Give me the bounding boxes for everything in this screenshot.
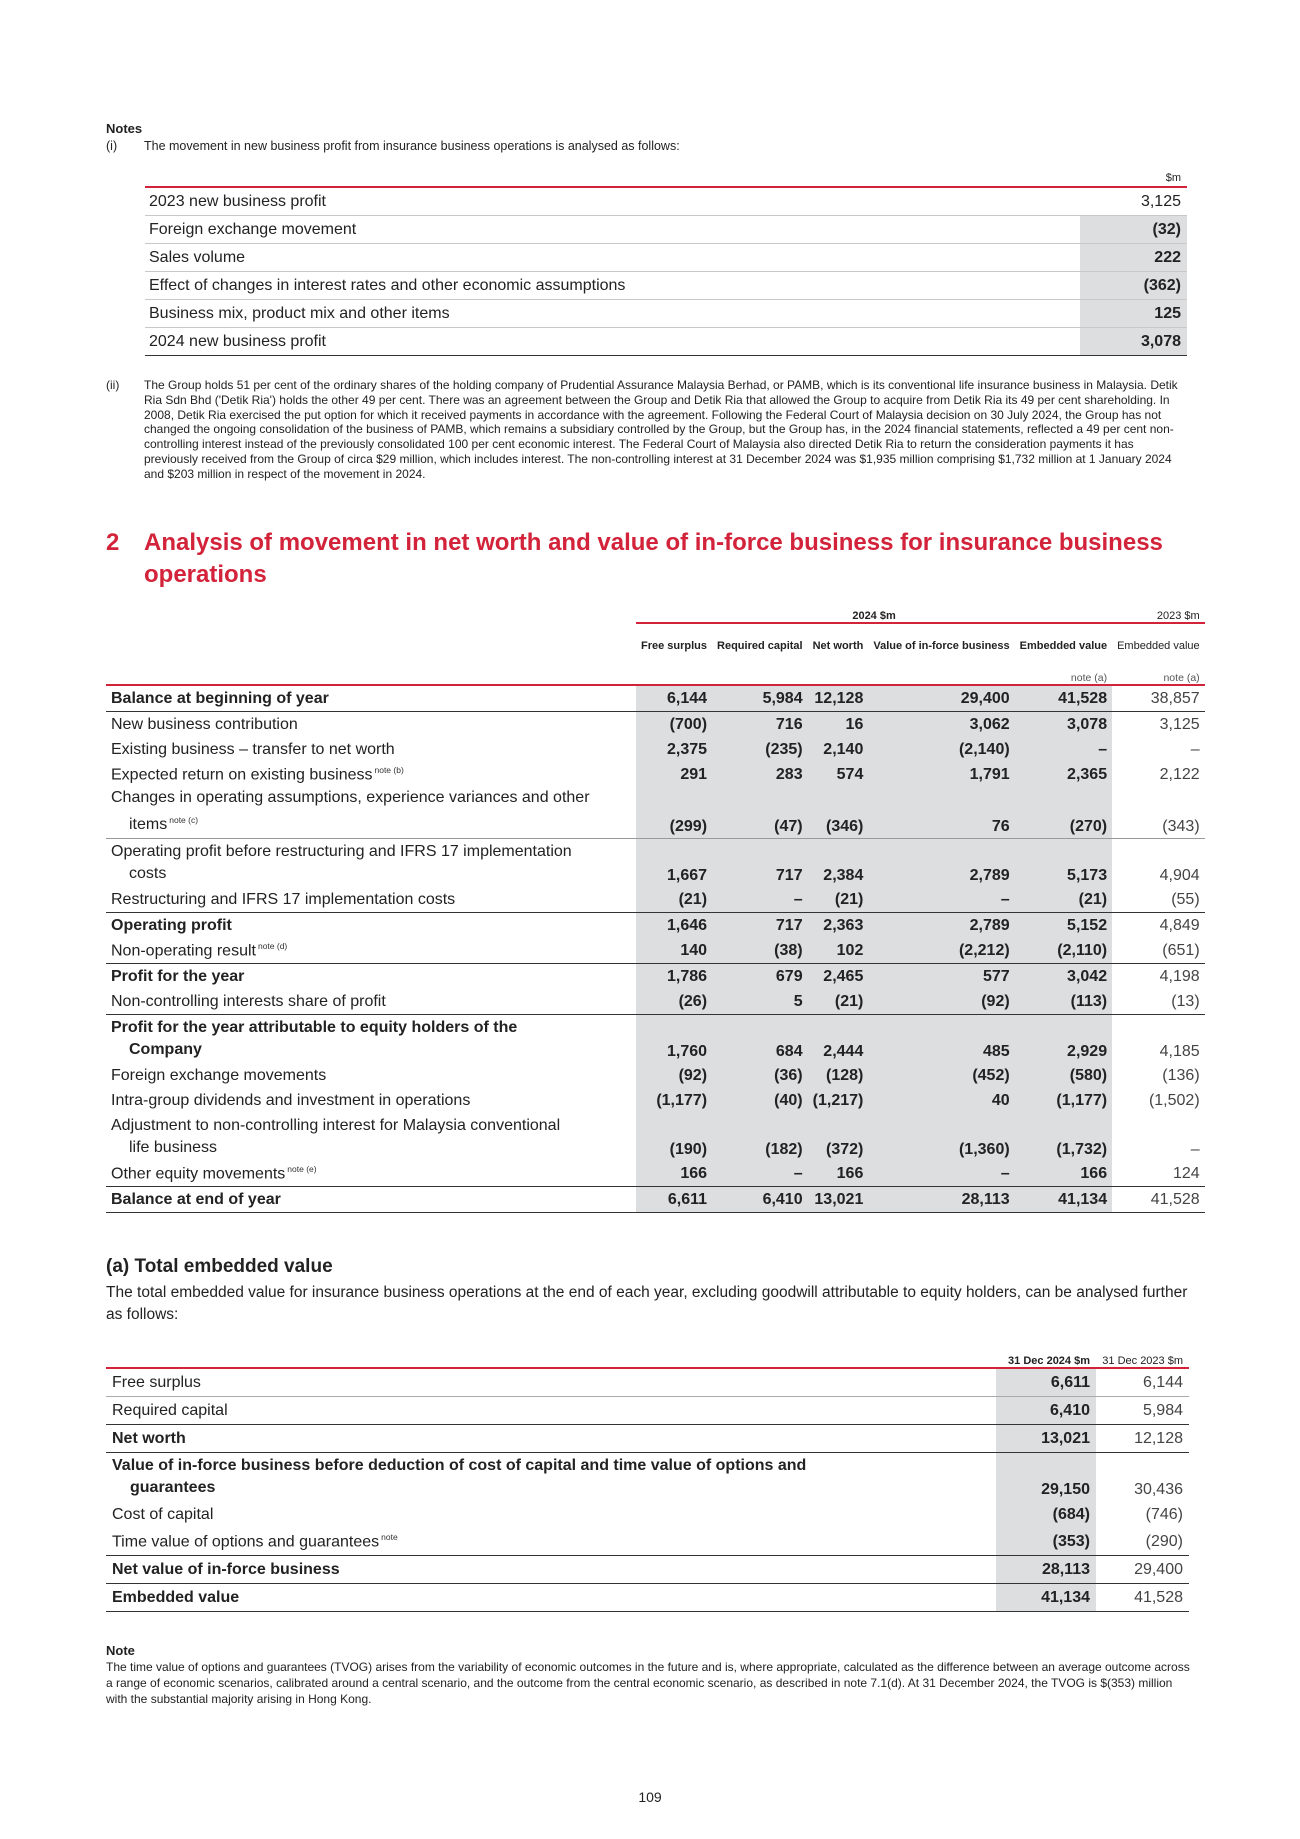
row-label-line2: guarantees xyxy=(130,1479,216,1496)
table-row xyxy=(106,1556,1189,1584)
note-ii-number: (ii) xyxy=(106,378,120,392)
table-row xyxy=(106,1501,1189,1528)
row-label: Sales volume xyxy=(145,244,1080,272)
row-value: (362) xyxy=(1080,272,1187,300)
cell-value: (21) xyxy=(808,989,869,1015)
group-header-row xyxy=(106,605,1205,623)
cell-value: (21) xyxy=(1015,887,1112,913)
cell-value: 283 xyxy=(712,762,808,787)
table1-unit-row xyxy=(145,166,1187,187)
cell-value: 5,984 xyxy=(712,685,808,712)
row-label-text: New business contribution xyxy=(111,715,298,733)
row-value: 125 xyxy=(1080,300,1187,328)
cell-value: (47) xyxy=(712,787,808,839)
table-row xyxy=(106,1015,1205,1064)
value-2023: 6,144 xyxy=(1142,1373,1183,1391)
cell-value: (1,502) xyxy=(1148,1091,1200,1109)
cell-value: 5,152 xyxy=(1015,913,1112,939)
cell-value: 29,400 xyxy=(868,685,1014,712)
cell-value: 6,611 xyxy=(636,1187,712,1213)
row-label-text: Time value of options and guarantees xyxy=(112,1533,380,1551)
table-row xyxy=(145,328,1187,356)
row-label-line1: Adjustment to non-controlling interest for Malaysia conventional xyxy=(111,1117,561,1135)
row-value: 3,078 xyxy=(1080,328,1187,356)
cell-value: 717 xyxy=(712,839,808,888)
col-value-in-force: Value of in-force business xyxy=(873,639,1010,652)
cell-value: 124 xyxy=(1172,1164,1200,1182)
row-label: 2024 new business profit xyxy=(145,328,1080,356)
table-row xyxy=(145,187,1187,216)
cell-value: 140 xyxy=(636,938,712,964)
table-row xyxy=(106,989,1205,1015)
cell-value: 291 xyxy=(636,762,712,787)
row-label xyxy=(106,1015,636,1064)
table3-header-row xyxy=(106,1349,1189,1368)
row-label xyxy=(106,685,636,712)
cell-value: (270) xyxy=(1015,787,1112,839)
row-label xyxy=(106,1368,996,1397)
note-i-text: The movement in new business profit from insurance business operations is analysed as follows: xyxy=(144,139,680,153)
cell-value: (299) xyxy=(636,787,712,839)
table-row xyxy=(106,1187,1205,1213)
cell-value: (36) xyxy=(712,1063,808,1088)
row-label-text: Free surplus xyxy=(112,1373,201,1391)
section-title: Analysis of movement in net worth and value of in-force business for insurance business operations xyxy=(144,529,1163,588)
row-label xyxy=(106,1425,996,1453)
row-label xyxy=(106,1501,996,1528)
row-label xyxy=(106,964,636,990)
row-label: Effect of changes in interest rates and other economic assumptions xyxy=(145,272,1080,300)
section-number: 2 xyxy=(106,529,120,556)
cell-value: 2,789 xyxy=(868,839,1014,888)
row-label xyxy=(106,1528,996,1556)
cell-value: 6,144 xyxy=(636,685,712,712)
column-header-row xyxy=(106,623,1205,668)
cell-value: – xyxy=(1015,737,1112,762)
cell-value: 2,929 xyxy=(1015,1015,1112,1064)
cell-value: (13) xyxy=(1171,992,1200,1010)
cell-value: 574 xyxy=(808,762,869,787)
value-2023: (746) xyxy=(1145,1505,1183,1523)
cell-value: (452) xyxy=(868,1063,1014,1088)
cell-value: 2,140 xyxy=(808,737,869,762)
col-31-dec-2024: 31 Dec 2024 $m xyxy=(1008,1355,1090,1367)
cell-value: 3,125 xyxy=(1159,715,1200,733)
row-label-text: Balance at beginning of year xyxy=(111,689,329,707)
row-label-line1: Operating profit before restructuring and IFRS 17 implementation xyxy=(111,843,572,861)
cell-value: 166 xyxy=(636,1161,712,1187)
table-row xyxy=(106,787,1205,839)
row-label-line1: Changes in operating assumptions, experience variances and other xyxy=(111,789,590,806)
table-row xyxy=(106,1584,1189,1612)
cell-value: 13,021 xyxy=(808,1187,869,1213)
cell-value: 684 xyxy=(712,1015,808,1064)
row-label-text: Non-operating result xyxy=(111,942,256,960)
row-label xyxy=(106,1584,996,1612)
cell-value: (1,732) xyxy=(1015,1113,1112,1161)
value-2024: 29,150 xyxy=(996,1453,1096,1502)
row-label xyxy=(106,712,636,738)
cell-value: 3,078 xyxy=(1015,712,1112,738)
value-2024: 41,134 xyxy=(996,1584,1096,1612)
table1-unit: $m xyxy=(1165,172,1181,184)
row-label-text: Expected return on existing business xyxy=(111,766,373,784)
subsection-text: The total embedded value for insurance business operations at the end of each year, excluding goodwill attributable to equity holders, can be analysed further as follows: xyxy=(106,1284,1188,1323)
row-label-text: Restructuring and IFRS 17 implementation costs xyxy=(111,890,456,908)
cell-value: – xyxy=(712,887,808,913)
cell-value: 38,857 xyxy=(1112,685,1205,712)
cell-value: – xyxy=(1190,740,1200,758)
value-2024: (353) xyxy=(996,1528,1096,1556)
cell-value: (21) xyxy=(808,887,869,913)
note-reference: note (e) xyxy=(287,1164,317,1175)
cell-value: 717 xyxy=(712,913,808,939)
row-label-line1: Value of in-force business before deduction of cost of capital and time value of options and xyxy=(112,1457,807,1474)
row-label-text: Balance at end of year xyxy=(111,1190,281,1208)
table-row xyxy=(106,1088,1205,1113)
cell-value: (92) xyxy=(636,1063,712,1088)
cell-value: (55) xyxy=(1171,890,1200,908)
cell-value: – xyxy=(868,1161,1014,1187)
cell-value: 6,410 xyxy=(712,1187,808,1213)
table-row xyxy=(106,1425,1189,1453)
row-label xyxy=(106,989,636,1015)
cell-value: – xyxy=(868,887,1014,913)
row-label-line2: costs xyxy=(129,865,167,883)
subsection-title: (a) Total embedded value xyxy=(106,1256,333,1277)
row-label xyxy=(106,737,636,762)
group-2024: 2024 $m xyxy=(636,605,1112,623)
cell-value: 12,128 xyxy=(808,685,869,712)
cell-value: (2,110) xyxy=(1015,938,1112,964)
cell-value: 28,113 xyxy=(868,1187,1014,1213)
note-reference: note (c) xyxy=(169,815,199,825)
table-row xyxy=(106,1368,1189,1397)
value-2023: 30,436 xyxy=(1096,1453,1189,1502)
cell-value: (113) xyxy=(1015,989,1112,1015)
cell-value: 2,363 xyxy=(808,913,869,939)
row-label xyxy=(106,1088,636,1113)
value-2023: 29,400 xyxy=(1096,1556,1189,1584)
cell-value: 2,465 xyxy=(808,964,869,990)
cell-value: (2,140) xyxy=(868,737,1014,762)
row-label-text: Operating profit xyxy=(111,916,232,934)
table-row xyxy=(106,1113,1205,1161)
cell-value: 716 xyxy=(712,712,808,738)
row-label-text: Existing business – transfer to net worth xyxy=(111,740,395,758)
value-2023: 12,128 xyxy=(1096,1425,1189,1453)
cell-value: 5 xyxy=(712,989,808,1015)
row-value: (32) xyxy=(1080,216,1187,244)
value-2023: 41,528 xyxy=(1096,1584,1189,1612)
table-row xyxy=(145,244,1187,272)
cell-value: (346) xyxy=(808,787,869,839)
table-row xyxy=(106,1063,1205,1088)
cell-value: 4,185 xyxy=(1112,1015,1205,1064)
row-label-text: Net worth xyxy=(112,1429,186,1447)
row-label xyxy=(106,787,636,839)
note-a-2024: note (a) xyxy=(1070,672,1108,684)
table-row xyxy=(106,762,1205,787)
row-label: 2023 new business profit xyxy=(145,187,1080,216)
cell-value: (651) xyxy=(1162,941,1200,959)
row-label-line2: items xyxy=(129,816,168,834)
cell-value: (92) xyxy=(868,989,1014,1015)
col-free-surplus: Free surplus xyxy=(641,639,708,652)
cell-value: (40) xyxy=(712,1088,808,1113)
row-label xyxy=(106,1063,636,1088)
table-row xyxy=(106,1453,1189,1502)
cell-value: 3,062 xyxy=(868,712,1014,738)
cell-value: 2,444 xyxy=(808,1015,869,1064)
cell-value: 102 xyxy=(808,938,869,964)
cell-value: (21) xyxy=(636,887,712,913)
row-label xyxy=(106,887,636,913)
cell-value: 577 xyxy=(868,964,1014,990)
cell-value: (580) xyxy=(1015,1063,1112,1088)
footnote-text: The time value of options and guarantees (TVOG) arises from the variability of economic outcomes in the future and is, where appropriate, calculated as the difference between an average outcome across a range of economic scenarios, calibrated around a central scenario, and the outcome from the central economic scenario, as described in note 7.1(d). At 31 December 2024, the TVOG is $(353) million with the substantial majority arising in Hong Kong. xyxy=(106,1660,1190,1706)
cell-value: (1,217) xyxy=(808,1088,869,1113)
page-number: 109 xyxy=(638,1789,662,1805)
value-2024: (684) xyxy=(996,1501,1096,1528)
row-label-text: Non-controlling interests share of profit xyxy=(111,992,386,1010)
note-row xyxy=(106,668,1205,685)
table-row xyxy=(145,300,1187,328)
cell-value: 1,760 xyxy=(636,1015,712,1064)
cell-value: (372) xyxy=(808,1113,869,1161)
cell-value: (182) xyxy=(712,1113,808,1161)
cell-value: 40 xyxy=(868,1088,1014,1113)
table-row xyxy=(106,938,1205,964)
cell-value: 4,198 xyxy=(1112,964,1205,990)
cell-value: – xyxy=(712,1161,808,1187)
value-2024: 28,113 xyxy=(996,1556,1096,1584)
col-required-capital: Required capital xyxy=(717,639,803,652)
note-a-2023: note (a) xyxy=(1163,672,1200,684)
cell-value: 2,375 xyxy=(636,737,712,762)
note-ii-text: The Group holds 51 per cent of the ordinary shares of the holding company of Prudential Assurance Malaysia Berhad, or PAMB, which is its conventional life insurance business in Malaysia. Detik Ria Sdn Bhd ('Detik Ria') holds the other 49 per cent. There was an agreement between the Group and Detik Ria that allowed the Group to acquire from Detik Ria its 49 per cent shareholding. In 2008, Detik Ria exercised the put option for which it received payments in accordance with the agreement. Following the Federal Court of Malaysia decision on 30 July 2024, the Group has not changed the ongoing consolidation of the business of PAMB, which remains a subsidiary controlled by the Group, but the Group has, in the 2024 financial statements, reflected a 49 per cent non-controlling interest instead of the previously consolidated 100 per cent economic interest. The Federal Court of Malaysia also directed Detik Ria to return the consideration payments it has previously received from the Group of circa $29 million, which includes interest. The non-controlling interest at 31 December 2024 was $1,935 million comprising $1,732 million at 1 January 2024 and $203 million in respect of the movement in 2024. xyxy=(144,378,1178,481)
cell-value: (38) xyxy=(712,938,808,964)
cell-value: 41,528 xyxy=(1015,685,1112,712)
value-2023: (290) xyxy=(1145,1532,1183,1550)
cell-value: 5,173 xyxy=(1015,839,1112,888)
table-row xyxy=(106,839,1205,888)
cell-value: (2,212) xyxy=(868,938,1014,964)
row-label xyxy=(106,1187,636,1213)
notes-title: Notes xyxy=(106,121,143,136)
table-row xyxy=(106,1397,1189,1425)
col-31-dec-2023: 31 Dec 2023 $m xyxy=(1102,1355,1183,1367)
table-row xyxy=(106,685,1205,712)
cell-value: (1,177) xyxy=(1015,1088,1112,1113)
row-label-text: Profit for the year xyxy=(111,967,245,985)
row-label xyxy=(106,1113,636,1161)
row-label xyxy=(106,762,636,787)
table-row xyxy=(106,887,1205,913)
cell-value: – xyxy=(1190,1141,1200,1159)
cell-value: (235) xyxy=(712,737,808,762)
table-row xyxy=(106,737,1205,762)
row-label: Foreign exchange movement xyxy=(145,216,1080,244)
cell-value: (190) xyxy=(636,1113,712,1161)
col-net-worth: Net worth xyxy=(812,639,864,652)
table-row xyxy=(145,272,1187,300)
table-row xyxy=(106,1161,1205,1187)
row-label-text: Intra-group dividends and investment in operations xyxy=(111,1091,471,1109)
cell-value: (136) xyxy=(1162,1066,1200,1084)
cell-value: (700) xyxy=(636,712,712,738)
row-label-line2: life business xyxy=(129,1139,218,1157)
table-row xyxy=(106,1528,1189,1556)
total-embedded-value-table xyxy=(106,1349,1189,1612)
section-heading xyxy=(106,527,1206,591)
new-business-profit-table xyxy=(145,166,1187,356)
row-label xyxy=(106,1397,996,1425)
row-label-text: Required capital xyxy=(112,1401,228,1419)
col-embedded-value-2023: Embedded value xyxy=(1117,639,1200,652)
row-label: Business mix, product mix and other items xyxy=(145,300,1080,328)
note-reference: note xyxy=(381,1531,398,1542)
row-value: 222 xyxy=(1080,244,1187,272)
cell-value: 4,904 xyxy=(1112,839,1205,888)
value-2024: 13,021 xyxy=(996,1425,1096,1453)
table-row xyxy=(106,913,1205,939)
cell-value: 16 xyxy=(808,712,869,738)
cell-value: 1,791 xyxy=(868,762,1014,787)
note-i-number: (i) xyxy=(106,139,118,153)
row-label-line2: Company xyxy=(129,1041,202,1059)
table-row xyxy=(145,216,1187,244)
cell-value: (128) xyxy=(808,1063,869,1088)
row-label-text: Foreign exchange movements xyxy=(111,1066,327,1084)
cell-value: 679 xyxy=(712,964,808,990)
cell-value: 1,667 xyxy=(636,839,712,888)
cell-value: (343) xyxy=(1162,818,1200,836)
value-2023: 5,984 xyxy=(1096,1397,1189,1425)
cell-value: 2,365 xyxy=(1015,762,1112,787)
row-label-text: Cost of capital xyxy=(112,1505,214,1523)
row-label-text: Other equity movements xyxy=(111,1165,286,1183)
row-label-line1: Profit for the year attributable to equity holders of the xyxy=(111,1019,518,1037)
cell-value: 2,384 xyxy=(808,839,869,888)
cell-value: 166 xyxy=(1015,1161,1112,1187)
row-label xyxy=(106,1161,636,1187)
table-row xyxy=(106,964,1205,990)
note-reference: note (d) xyxy=(257,941,288,952)
cell-value: 41,134 xyxy=(1015,1187,1112,1213)
cell-value: 166 xyxy=(808,1161,869,1187)
note-i xyxy=(106,139,1186,153)
movement-analysis-table xyxy=(106,605,1205,1213)
cell-value: 76 xyxy=(868,787,1014,839)
cell-value: 3,042 xyxy=(1015,964,1112,990)
group-2023: 2023 $m xyxy=(1112,605,1205,623)
value-2024: 6,611 xyxy=(996,1368,1096,1397)
row-label xyxy=(106,839,636,888)
cell-value: 2,122 xyxy=(1159,765,1200,783)
table-row xyxy=(106,712,1205,738)
row-label xyxy=(106,1453,996,1502)
row-label xyxy=(106,913,636,939)
value-2024: 6,410 xyxy=(996,1397,1096,1425)
cell-value: (26) xyxy=(636,989,712,1015)
cell-value: 1,786 xyxy=(636,964,712,990)
row-label-text: Net value of in-force business xyxy=(112,1560,340,1578)
cell-value: (1,177) xyxy=(636,1088,712,1113)
row-value: 3,125 xyxy=(1080,187,1187,216)
cell-value: 485 xyxy=(868,1015,1014,1064)
cell-value: 1,646 xyxy=(636,913,712,939)
footnote-title: Note xyxy=(106,1643,135,1658)
note-ii xyxy=(106,378,1196,482)
cell-value: 41,528 xyxy=(1112,1187,1205,1213)
cell-value: 2,789 xyxy=(868,913,1014,939)
row-label xyxy=(106,938,636,964)
col-embedded-value-2024: Embedded value xyxy=(1019,639,1108,652)
row-label-text: Embedded value xyxy=(112,1588,240,1606)
row-label xyxy=(106,1556,996,1584)
cell-value: (1,360) xyxy=(868,1113,1014,1161)
note-reference: note (b) xyxy=(374,764,404,775)
cell-value: 4,849 xyxy=(1112,913,1205,939)
